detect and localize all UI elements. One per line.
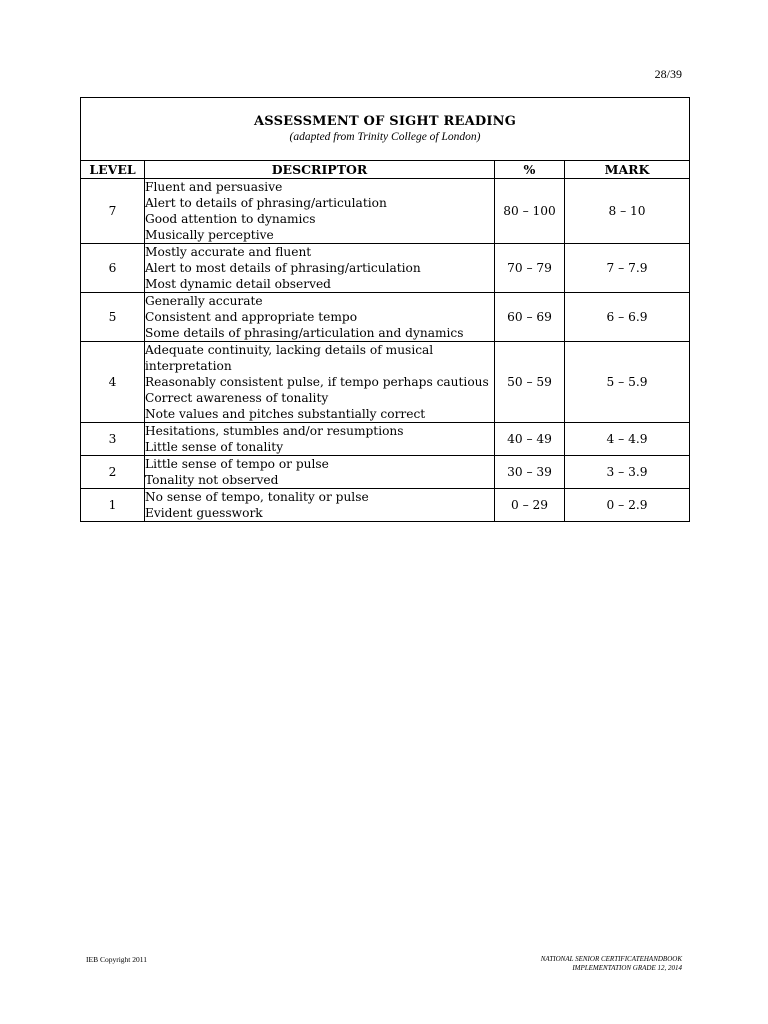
table-row (81, 489, 690, 522)
descriptor-line: Correct awareness of tonality (145, 391, 329, 405)
descriptor-line: Alert to details of phrasing/articulation (145, 196, 387, 210)
mark-cell: 4 – 4.9 (565, 423, 690, 456)
footer-right-line-1: NATIONAL SENIOR CERTIFICATEHANDBOOK (540, 955, 682, 963)
descriptor-line: Little sense of tonality (145, 440, 284, 454)
percent-cell: 80 – 100 (495, 179, 565, 244)
mark-cell: 3 – 3.9 (565, 456, 690, 489)
table-row (81, 423, 690, 456)
level-cell: 5 (81, 293, 145, 342)
table-row (81, 342, 690, 423)
table-row (81, 293, 690, 342)
level-cell: 2 (81, 456, 145, 489)
descriptor-cell (145, 244, 495, 293)
level-cell: 1 (81, 489, 145, 522)
descriptor-line: Adequate continuity, lacking details of musical (145, 343, 434, 357)
header-mark: MARK (565, 161, 690, 179)
descriptor-line: Reasonably consistent pulse, if tempo perhaps cautious (145, 375, 489, 389)
descriptor-cell (145, 293, 495, 342)
table-header-row (81, 161, 690, 179)
table-title: ASSESSMENT OF SIGHT READING (254, 114, 517, 129)
mark-cell: 7 – 7.9 (565, 244, 690, 293)
level-cell: 6 (81, 244, 145, 293)
percent-cell: 30 – 39 (495, 456, 565, 489)
table-row (81, 179, 690, 244)
level-cell: 3 (81, 423, 145, 456)
descriptor-line: No sense of tempo, tonality or pulse (145, 490, 369, 504)
descriptor-line: Mostly accurate and fluent (145, 245, 312, 259)
descriptor-cell (145, 342, 495, 423)
table-subtitle: (adapted from Trinity College of London) (289, 131, 481, 143)
descriptor-cell (145, 456, 495, 489)
descriptor-line: Good attention to dynamics (145, 212, 316, 226)
header-level: LEVEL (81, 161, 145, 179)
level-cell: 4 (81, 342, 145, 423)
descriptor-cell (145, 179, 495, 244)
descriptor-line: Musically perceptive (145, 228, 274, 242)
level-cell: 7 (81, 179, 145, 244)
descriptor-line: Generally accurate (145, 294, 263, 308)
descriptor-line: Alert to most details of phrasing/articulation (145, 261, 421, 275)
mark-cell: 6 – 6.9 (565, 293, 690, 342)
table-title-row (81, 98, 690, 161)
descriptor-line: Fluent and persuasive (145, 180, 283, 194)
table-title-cell (81, 98, 690, 161)
descriptor-line: Little sense of tempo or pulse (145, 457, 329, 471)
page-number: 28/39 (654, 67, 682, 81)
descriptor-line: Tonality not observed (145, 473, 279, 487)
percent-cell: 50 – 59 (495, 342, 565, 423)
sight-reading-assessment-table (80, 97, 690, 522)
footer-handbook-title (541, 955, 682, 973)
percent-cell: 40 – 49 (495, 423, 565, 456)
descriptor-line: Hesitations, stumbles and/or resumptions (145, 424, 404, 438)
footer-right-line-2: IMPLEMENTATION GRADE 12, 2014 (572, 964, 682, 972)
descriptor-line: Evident guesswork (145, 506, 263, 520)
descriptor-line: Most dynamic detail observed (145, 277, 331, 291)
header-percent: % (495, 161, 565, 179)
descriptor-line: Consistent and appropriate tempo (145, 310, 358, 324)
mark-cell: 8 – 10 (565, 179, 690, 244)
footer-copyright: IEB Copyright 2011 (86, 955, 147, 964)
descriptor-line: Some details of phrasing/articulation and dynamics (145, 326, 464, 340)
descriptor-line: Note values and pitches substantially correct (145, 407, 426, 421)
descriptor-cell (145, 489, 495, 522)
mark-cell: 0 – 2.9 (565, 489, 690, 522)
percent-cell: 70 – 79 (495, 244, 565, 293)
header-descriptor: DESCRIPTOR (145, 161, 495, 179)
percent-cell: 60 – 69 (495, 293, 565, 342)
percent-cell: 0 – 29 (495, 489, 565, 522)
descriptor-line: interpretation (145, 359, 232, 373)
descriptor-cell (145, 423, 495, 456)
mark-cell: 5 – 5.9 (565, 342, 690, 423)
table-row (81, 456, 690, 489)
table-row (81, 244, 690, 293)
